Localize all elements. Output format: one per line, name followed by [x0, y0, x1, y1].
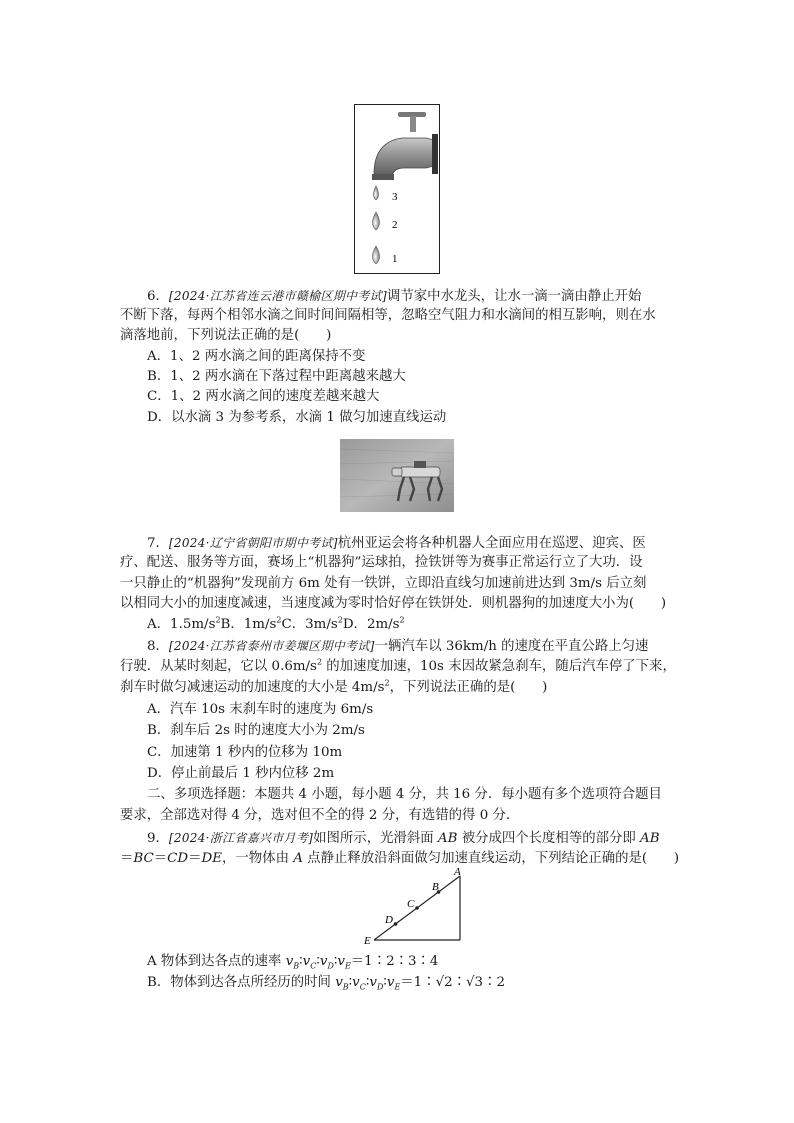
point-c — [415, 906, 419, 910]
drop-label-3: 3 — [392, 191, 398, 203]
q8-number: 8． — [147, 639, 169, 654]
faucet-illustration — [354, 104, 440, 274]
q9-ab-2: AB — [640, 831, 660, 846]
robot-dog-photo — [340, 439, 454, 512]
q9-a-v4: v — [337, 954, 345, 969]
q7-options-line — [147, 615, 405, 635]
faucet-figure — [354, 104, 440, 274]
q8-stem-line1 — [147, 636, 648, 657]
label-b: B — [432, 881, 439, 893]
q9-a-v1: v — [285, 954, 294, 969]
incline-figure — [360, 866, 470, 946]
q9-b-sep2: ∶ — [365, 975, 370, 990]
q7-option-d: D．2m/s — [342, 617, 400, 632]
q9-stem-2b: ，一物体由 — [222, 851, 294, 866]
q8-source: [2024·江苏省泰州市姜堰区期中考试] — [168, 639, 375, 653]
q9-a-sep3: ∶ — [333, 954, 338, 969]
q9-a-sub-d: D — [327, 961, 334, 971]
q8-option-a: A．汽车 10s 末刹车时的速度为 6m/s — [147, 702, 374, 717]
robot-dog-image — [340, 439, 454, 512]
q6-stem-line3: 滴落地前，下列说法正确的是( ) — [120, 328, 332, 343]
q7-stem-1: 杭州亚运会将各种机器人全面应用在巡逻、迎宾、医 — [337, 536, 646, 551]
q9-a-v3: v — [319, 954, 328, 969]
q9-b-sub-b: B — [342, 982, 349, 992]
q9-option-b — [147, 973, 505, 993]
q8-stem-3a: 刹车时做匀减速运动的加速度的大小是 4m/s — [120, 680, 385, 695]
q7-stem-line3: 一只静止的“机器狗”发现前方 6m 处有一铁饼，立即沿直线匀加速前进达到 3m/s 后立刻 — [120, 576, 647, 591]
q9-a-sub-e: E — [344, 961, 351, 971]
q9-a-sep1: ∶ — [299, 954, 303, 969]
q9-stem-1b: 被分成四个长度相等的部分即 — [457, 831, 641, 846]
q7-option-a: A．1.5m/s — [147, 617, 216, 632]
q7-option-a-exp: 2 — [215, 615, 221, 625]
q9-b-v4: v — [386, 975, 395, 990]
q8-stem-line2 — [120, 657, 676, 677]
q8-stem-2a: 行驶．从某时刻起，它以 0.6m/s — [120, 659, 317, 674]
q6-stem-line2: 不断下落，每两个相邻水滴之间时间间隔相等，忽略空气阻力和水滴间的相互影响，则在水 — [120, 308, 656, 323]
q9-b-sub-c: C — [359, 982, 366, 992]
q6-option-b: B．1、2 两水滴在下落过程中距离越来越大 — [147, 369, 406, 384]
label-d: D — [385, 914, 393, 926]
q6-stem-1: 调节家中水龙头，让水一滴一滴由静止开始 — [386, 289, 642, 304]
q6-source: [2024·江苏省连云港市赣榆区期中考试] — [168, 289, 387, 303]
q9-option-b-prefix: B．物体到达各点所经历的时间 — [147, 975, 336, 990]
q6-option-a: A．1、2 两水滴之间的距离保持不变 — [147, 349, 366, 364]
q9-b-v3: v — [369, 975, 377, 990]
label-a: A — [454, 866, 461, 878]
q9-ab: AB — [437, 831, 458, 846]
q9-option-a-ratio: ＝1∶2∶3∶4 — [350, 954, 439, 969]
q9-a-sep2: ∶ — [316, 954, 320, 969]
q8-stem-1: 一辆汽车以 36km/h 的速度在平直公路上匀速 — [374, 639, 649, 654]
q9-a: A — [293, 851, 303, 866]
q8-stem-3-exp: 2 — [384, 678, 390, 688]
q6-option-d: D．以水滴 3 为参考系，水滴 1 做匀加速直线运动 — [147, 410, 447, 425]
q9-number: 9． — [147, 831, 169, 846]
q9-stem-2c: 点静止释放沿斜面做匀加速直线运动，下列结论正确的是( ) — [302, 851, 680, 866]
q8-stem-line3 — [120, 678, 547, 698]
q9-b-sep1: ∶ — [348, 975, 353, 990]
q7-number: 7． — [147, 536, 169, 551]
q9-a-sub-c: C — [310, 961, 317, 971]
q8-option-d: D．停止前最后 1 秒内位移 2m — [147, 766, 335, 781]
point-d — [394, 922, 398, 926]
q9-eq2: ＝ — [188, 851, 202, 866]
q8-stem-3b: ，下列说法正确的是( ) — [389, 680, 548, 695]
section2-heading-line2: 要求，全部选对得 4 分，选对但不全的得 2 分，有选错的得 0 分． — [120, 808, 520, 823]
label-e: E — [364, 935, 371, 946]
q9-option-a — [147, 952, 438, 972]
q8-stem-2-exp: 2 — [316, 657, 323, 667]
q6-stem-line1 — [147, 286, 641, 307]
q7-option-c-exp: 2 — [337, 615, 343, 625]
q9-bc: BC — [133, 851, 154, 866]
q8-option-b: B．刹车后 2s 时的速度大小为 2m/s — [147, 723, 365, 738]
q7-option-b: B．1m/s — [220, 617, 277, 632]
q9-stem-line1 — [147, 828, 660, 849]
q9-b-sub-d: D — [376, 982, 384, 992]
q8-stem-2b: 的加速度加速，10s 末因故紧急刹车，随后汽车停了下来， — [322, 659, 676, 674]
drop-label-1: 1 — [392, 253, 398, 265]
q9-b-v1: v — [335, 975, 343, 990]
q7-option-c: C．3m/s — [281, 617, 338, 632]
q9-b-sub-e: E — [394, 982, 401, 992]
q6-option-c: C．1、2 两水滴之间的速度差越来越大 — [147, 389, 380, 404]
q9-a-v2: v — [302, 954, 311, 969]
q7-stem-line1 — [147, 533, 646, 554]
label-c: C — [407, 898, 415, 910]
q9-b-v2: v — [352, 975, 360, 990]
q7-stem-line2: 疗、配送、服务等方面，赛场上“机器狗”运球拍，捡铁饼等为赛事正常运行立了大功．设 — [120, 555, 643, 570]
q9-eq0: ＝ — [120, 851, 134, 866]
q9-option-b-ratio: ＝1∶√2∶√3∶2 — [400, 975, 505, 990]
q7-option-b-exp: 2 — [276, 615, 282, 625]
q9-a-sub-b: B — [293, 961, 300, 971]
q9-eq1: ＝ — [153, 851, 168, 866]
q9-cd: CD — [167, 851, 189, 866]
drop-label-2: 2 — [392, 219, 398, 231]
q7-option-d-exp: 2 — [399, 615, 405, 625]
incline-diagram — [360, 866, 470, 946]
q6-number: 6． — [147, 289, 169, 304]
q9-source: [2024·浙江省嘉兴市月考] — [168, 831, 314, 845]
q9-option-a-prefix: A 物体到达各点的速率 — [147, 954, 286, 969]
q9-de: DE — [201, 851, 223, 866]
section2-heading-line1: 二、多项选择题：本题共 4 小题，每小题 4 分，共 16 分．每小题有多个选项符合题目 — [147, 787, 662, 802]
q9-b-sep3: ∶ — [383, 975, 387, 990]
q7-stem-line4: 以相同大小的加速度减速，当速度减为零时恰好停在铁饼处．则机器狗的加速度大小为( ) — [120, 596, 667, 611]
q7-source: [2024·辽宁省朝阳市期中考试] — [168, 536, 338, 550]
q8-option-c: C．加速第 1 秒内的位移为 10m — [147, 745, 343, 760]
q9-stem-1a: 如图所示，光滑斜面 — [313, 831, 438, 846]
